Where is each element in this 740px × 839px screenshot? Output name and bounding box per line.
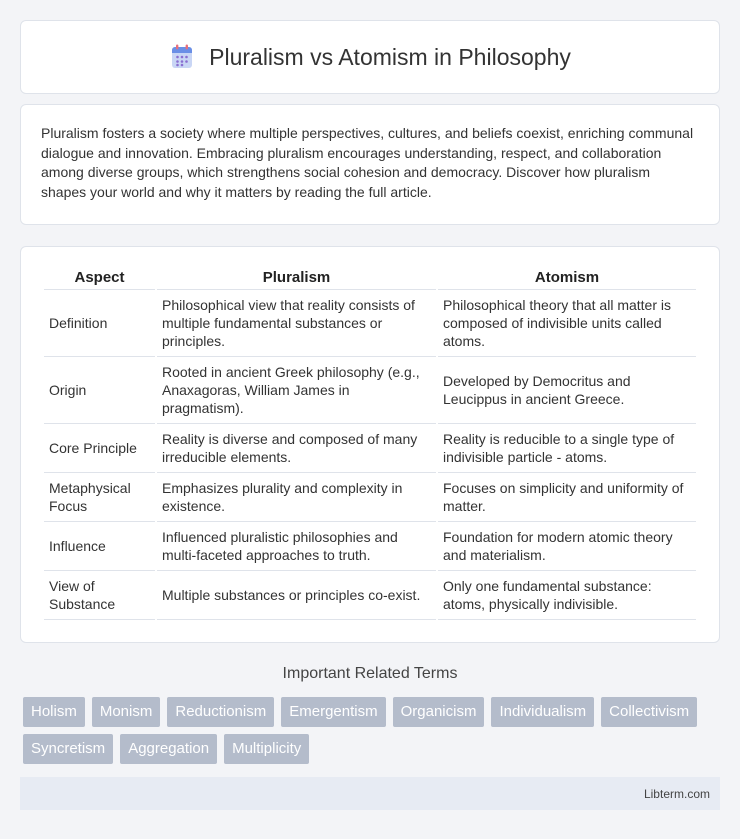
tag-individualism[interactable]: Individualism [491, 697, 594, 727]
header-card [20, 20, 720, 94]
tag-emergentism[interactable]: Emergentism [281, 697, 385, 727]
tag-multiplicity[interactable]: Multiplicity [224, 734, 309, 764]
footer-site-link[interactable]: Libterm.com [643, 786, 710, 801]
tag-collectivism[interactable]: Collectivism [601, 697, 697, 727]
column-header-pluralism: Pluralism [157, 267, 436, 290]
table-row [44, 522, 696, 571]
cell-atomism: Developed by Democritus and Leucippus in ancient Greece. [438, 357, 696, 424]
cell-aspect: View of Substance [44, 571, 155, 620]
table-row [44, 473, 696, 522]
cell-aspect: Definition [44, 290, 155, 357]
tag-holism[interactable]: Holism [23, 697, 85, 727]
cell-atomism: Philosophical theory that all matter is composed of indivisible units called atoms. [438, 290, 696, 357]
footer [20, 777, 720, 810]
document-icon [169, 44, 195, 70]
cell-pluralism: Rooted in ancient Greek philosophy (e.g., Anaxagoras, William James in pragmatism). [157, 357, 436, 424]
page-title: Pluralism vs Atomism in Philosophy [209, 43, 571, 70]
tag-syncretism[interactable]: Syncretism [23, 734, 113, 764]
cell-aspect: Influence [44, 522, 155, 571]
related-terms-list [20, 697, 720, 764]
cell-aspect: Origin [44, 357, 155, 424]
column-header-aspect: Aspect [44, 267, 155, 290]
intro-card [20, 104, 720, 225]
cell-aspect: Metaphysical Focus [44, 473, 155, 522]
cell-pluralism: Multiple substances or principles co-exist. [157, 571, 436, 620]
related-terms-title: Important Related Terms [282, 665, 458, 682]
tag-monism[interactable]: Monism [92, 697, 161, 727]
comparison-table-card [20, 246, 720, 643]
tag-reductionism[interactable]: Reductionism [167, 697, 274, 727]
cell-atomism: Focuses on simplicity and uniformity of matter. [438, 473, 696, 522]
cell-atomism: Only one fundamental substance: atoms, physically indivisible. [438, 571, 696, 620]
table-row [44, 357, 696, 424]
table-row [44, 571, 696, 620]
comparison-table [42, 267, 698, 620]
table-header-row [44, 267, 696, 290]
column-header-atomism: Atomism [438, 267, 696, 290]
cell-pluralism: Emphasizes plurality and complexity in existence. [157, 473, 436, 522]
tag-aggregation[interactable]: Aggregation [120, 734, 217, 764]
intro-text: Pluralism fosters a society where multiple perspectives, cultures, and beliefs coexist, enriching communal dialogue and innovation. Embracing pluralism encourages understanding, respect, and collaboration among diverse groups, which strengthens social cohesion and democracy. Discover how pluralism shapes your world and why it matters by reading the full article. [41, 125, 694, 200]
table-row [44, 290, 696, 357]
cell-pluralism: Reality is diverse and composed of many irreducible elements. [157, 424, 436, 473]
table-row [44, 424, 696, 473]
cell-pluralism: Philosophical view that reality consists of multiple fundamental substances or principles. [157, 290, 436, 357]
cell-atomism: Reality is reducible to a single type of indivisible particle - atoms. [438, 424, 696, 473]
cell-pluralism: Influenced pluralistic philosophies and multi-faceted approaches to truth. [157, 522, 436, 571]
cell-aspect: Core Principle [44, 424, 155, 473]
cell-atomism: Foundation for modern atomic theory and materialism. [438, 522, 696, 571]
tag-organicism[interactable]: Organicism [393, 697, 485, 727]
